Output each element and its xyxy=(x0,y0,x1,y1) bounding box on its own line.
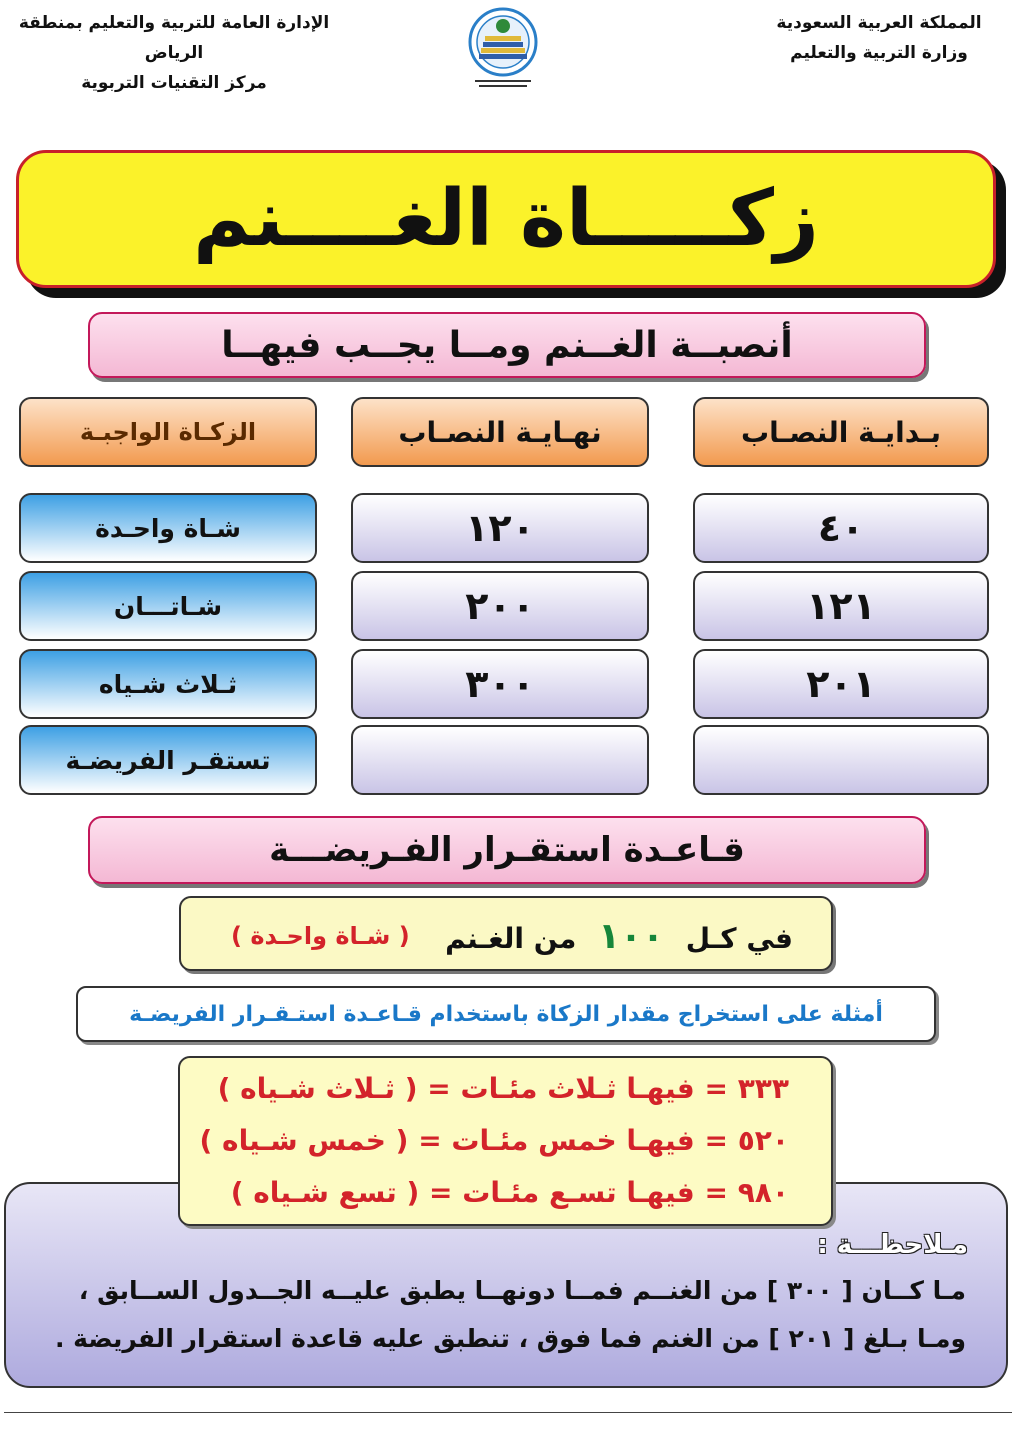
examples-box xyxy=(178,1056,833,1226)
page-title: زكـــــاة الغــــنم xyxy=(193,174,819,264)
rule-prefix: في كـل xyxy=(685,922,793,955)
note-title: مـلاحظـــة : xyxy=(817,1230,968,1260)
example-row: ٩٨٠ = فيهـا تسـع مئـات = ( تسع شـياه ) xyxy=(230,1176,789,1209)
footer-divider xyxy=(4,1412,1012,1413)
example-row: ٥٢٠ = فيهـا خمس مئـات = ( خمس شـياه ) xyxy=(199,1124,789,1157)
table-cell-end xyxy=(351,725,649,795)
table-cell-start: ٢٠١ xyxy=(693,649,989,719)
table-cell-end: ٢٠٠ xyxy=(351,571,649,641)
example-row: ٣٣٣ = فيهـا ثـلاث مئـات = ( ثـلاث شـياه ) xyxy=(217,1072,789,1105)
header-directorate-name: الإدارة العامة للتربية والتعليم بمنطقة الرياض xyxy=(18,13,330,63)
header-center-name: مركز التقنيات التربوية xyxy=(81,73,267,93)
examples-title: أمثلة على استخراج مقدار الزكاة باستخدام قـاعـدة استـقـرار الفريضـة xyxy=(76,986,936,1042)
section-nisab-title: أنصبــة الغــنم ومــا يجــب فيهــا xyxy=(88,312,926,378)
rule-result: ( شـاة واحـدة ) xyxy=(231,922,410,950)
header-directorate xyxy=(4,8,344,98)
column-header-zakat: الزكـاة الواجبـة xyxy=(19,397,317,467)
header-ministry xyxy=(759,8,999,68)
column-header-start: بـدايـة النصـاب xyxy=(693,397,989,467)
table-cell-zakat: ثـلاث شـياه xyxy=(19,649,317,719)
rule-suffix: من الغـنم xyxy=(445,922,577,955)
section-rule-title: قـاعـدة استقـرار الفـريضـــة xyxy=(88,816,926,884)
note-line-1: مـا كــان [ ٣٠٠ ] من الغنــم فمــا دونهــا يطبق عليــه الجــدول الســابق ، xyxy=(78,1276,966,1305)
table-cell-end: ٣٠٠ xyxy=(351,649,649,719)
table-cell-zakat: تستقـر الفريضـة xyxy=(19,725,317,795)
table-cell-zakat: شـاة واحـدة xyxy=(19,493,317,563)
table-cell-start: ١٢١ xyxy=(693,571,989,641)
table-cell-end: ١٢٠ xyxy=(351,493,649,563)
header-ministry-name: وزارة التربية والتعليم xyxy=(790,43,968,63)
table-cell-start xyxy=(693,725,989,795)
page-title-box xyxy=(16,150,996,288)
note-line-2: ومـا بـلغ [ ٢٠١ ] من الغنم فما فوق ، تنطبق عليه قاعدة استقرار الفريضة . xyxy=(54,1324,966,1353)
rule-box xyxy=(179,896,833,971)
header-kingdom-name: المملكة العربية السعودية xyxy=(776,13,982,33)
rule-number: ١٠٠ xyxy=(598,916,664,957)
ministry-logo-icon xyxy=(463,6,543,92)
table-cell-start: ٤٠ xyxy=(693,493,989,563)
column-header-end: نهـايـة النصـاب xyxy=(351,397,649,467)
table-cell-zakat: شـاتـــان xyxy=(19,571,317,641)
rule-statement xyxy=(445,916,793,957)
